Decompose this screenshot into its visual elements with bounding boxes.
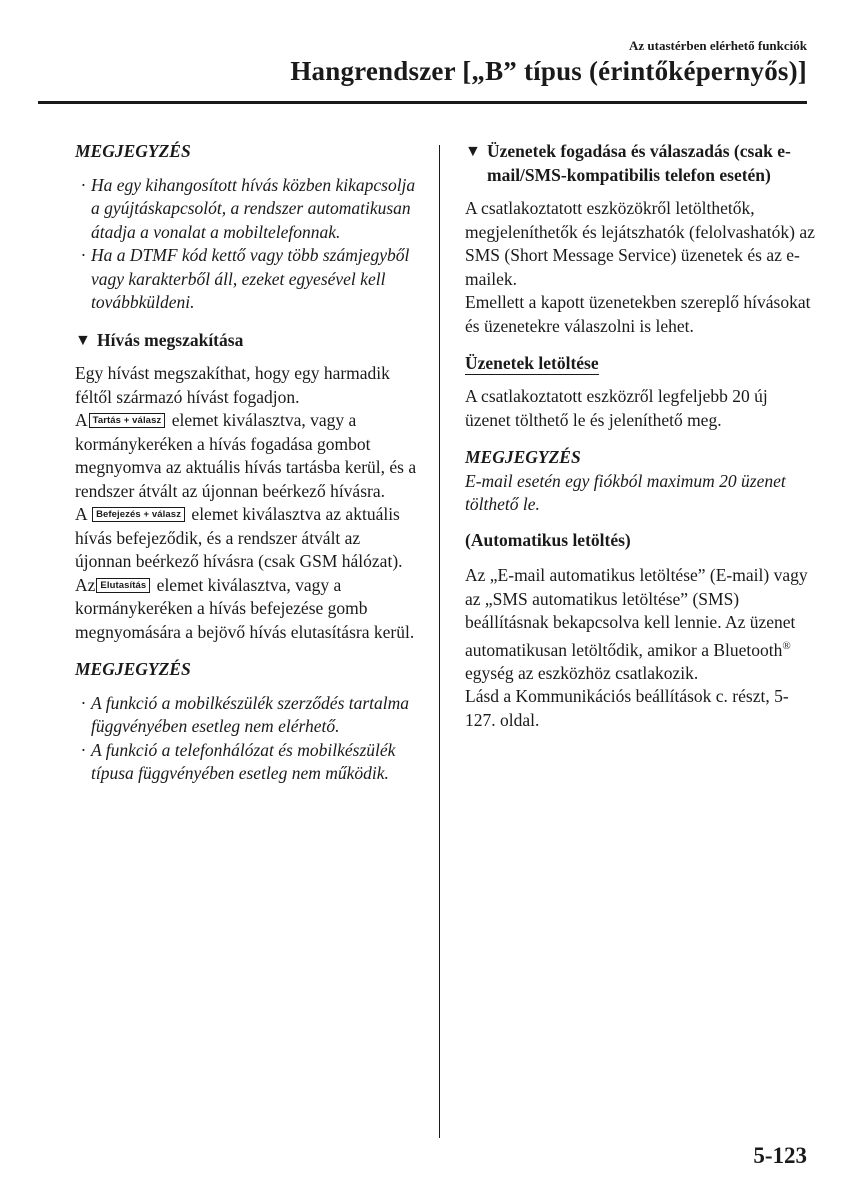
paragraph-text: elemet kiválasztva az aktuális hívás befejeződik, és a rendszer átvált az újonnan beérkező hívásra (csak GSM hálózat). [75, 504, 403, 571]
note-item [75, 692, 420, 739]
triangle-down-icon: ▼ [465, 143, 481, 160]
paragraph-prefix: A [75, 504, 87, 524]
header-rule [38, 101, 807, 104]
bullet-icon: · [81, 174, 86, 195]
paragraph: A csatlakoztatott eszközről legfeljebb 20 új üzenet tölthető le és jeleníthető meg. [465, 386, 768, 430]
note-item [75, 739, 420, 786]
note-list [75, 692, 420, 786]
bullet-icon: · [81, 245, 86, 265]
paragraph-end-answer [75, 503, 420, 574]
note-item-text: Ha a DTMF kód kettő vagy több számjegyből vagy karakterből áll, ezeket egyesével kell továbbküldeni. [91, 245, 410, 312]
paragraph [465, 564, 815, 685]
reject-button-label: Elutasítás [96, 578, 150, 593]
cross-reference: Lásd a Kommunikációs beállítások c. részt, 5-127. oldal. [465, 686, 789, 730]
paragraph-hold-answer [75, 409, 420, 503]
left-column [75, 140, 420, 800]
end-answer-button-label: Befejezés + válasz [92, 507, 185, 522]
paragraph-prefix: A [75, 410, 88, 430]
paragraph-text: elemet kiválasztva, vagy a kormánykeréken a hívás fogadása gombot megnyomva az aktuális hívás tartásba kerül, és a rendszer átvált az újonnan beérkező hívásra. [75, 410, 417, 501]
triangle-down-icon: ▼ [75, 331, 91, 349]
paragraph-text: egység az eszközhöz csatlakozik. [465, 662, 699, 683]
subsection-heading: Üzenetek letöltése [465, 353, 599, 373]
note-item [75, 174, 420, 245]
section-heading [75, 329, 420, 353]
registered-mark: ® [782, 639, 791, 652]
note-list [75, 174, 420, 315]
page-number: 5-123 [753, 1143, 807, 1168]
paragraph-prefix: Az [75, 574, 96, 595]
bullet-icon: · [81, 739, 86, 760]
section-heading [465, 140, 815, 187]
note-heading: MEGJEGYZÉS [75, 659, 191, 679]
paragraph: A csatlakoztatott eszközökről letölthetők, megjeleníthetők és lejátszhatók (felolvashatók) az SMS (Short Message Service) üzenetek és az e-mailek. [465, 198, 815, 289]
section-heading-text: Üzenetek fogadása és válaszadás (csak e-mail/SMS-kompatibilis telefon esetén) [487, 141, 791, 185]
paragraph-text: elemet kiválasztva, vagy a kormánykeréken a hívás befejezése gomb megnyomására a bejövő hívás elutasításra kerül. [75, 574, 415, 642]
note-item-text: Ha egy kihangosított hívás közben kikapcsolja a gyújtáskapcsolót, a rendszer automatikusan átadja a vonalat a mobiltelefonnak. [91, 174, 416, 242]
note-item-text: A funkció a telefonhálózat és mobilkészülék típusa függvényében esetleg nem működik. [91, 739, 396, 783]
paragraph-reject [75, 574, 420, 645]
paragraph-text: Az „E-mail automatikus letöltése” (E-mail) vagy az „SMS automatikus letöltése” (SMS) beállításnak bekapcsolva kell lennie. Az üzenet automatikusan letöltődik, amikor a Bluetooth [465, 565, 808, 660]
header-section-label: Az utastérben elérhető funkciók [628, 38, 807, 53]
note-heading: MEGJEGYZÉS [465, 447, 581, 467]
page-title: Hangrendszer [„B” típus (érintőképernyős)] [290, 56, 807, 86]
paragraph: Egy hívást megszakíthat, hogy egy harmadik féltől származó hívást fogadjon. [75, 363, 390, 407]
hold-answer-button-label: Tartás + válasz [89, 413, 166, 428]
section-heading-text: Hívás megszakítása [97, 329, 244, 350]
note-text: E-mail esetén egy fiókból maximum 20 üzenet tölthető le. [465, 470, 786, 514]
paragraph: Emellett a kapott üzenetekben szereplő hívásokat és üzenetekre válaszolni is lehet. [465, 292, 811, 336]
column-divider [439, 145, 440, 1138]
right-column [465, 140, 815, 732]
auto-download-heading: (Automatikus letöltés) [465, 529, 631, 550]
note-heading: MEGJEGYZÉS [75, 141, 191, 161]
note-item-text: A funkció a mobilkészülék szerződés tartalma függvényében esetleg nem elérhető. [91, 692, 410, 736]
note-item [75, 244, 420, 315]
bullet-icon: · [81, 692, 86, 713]
